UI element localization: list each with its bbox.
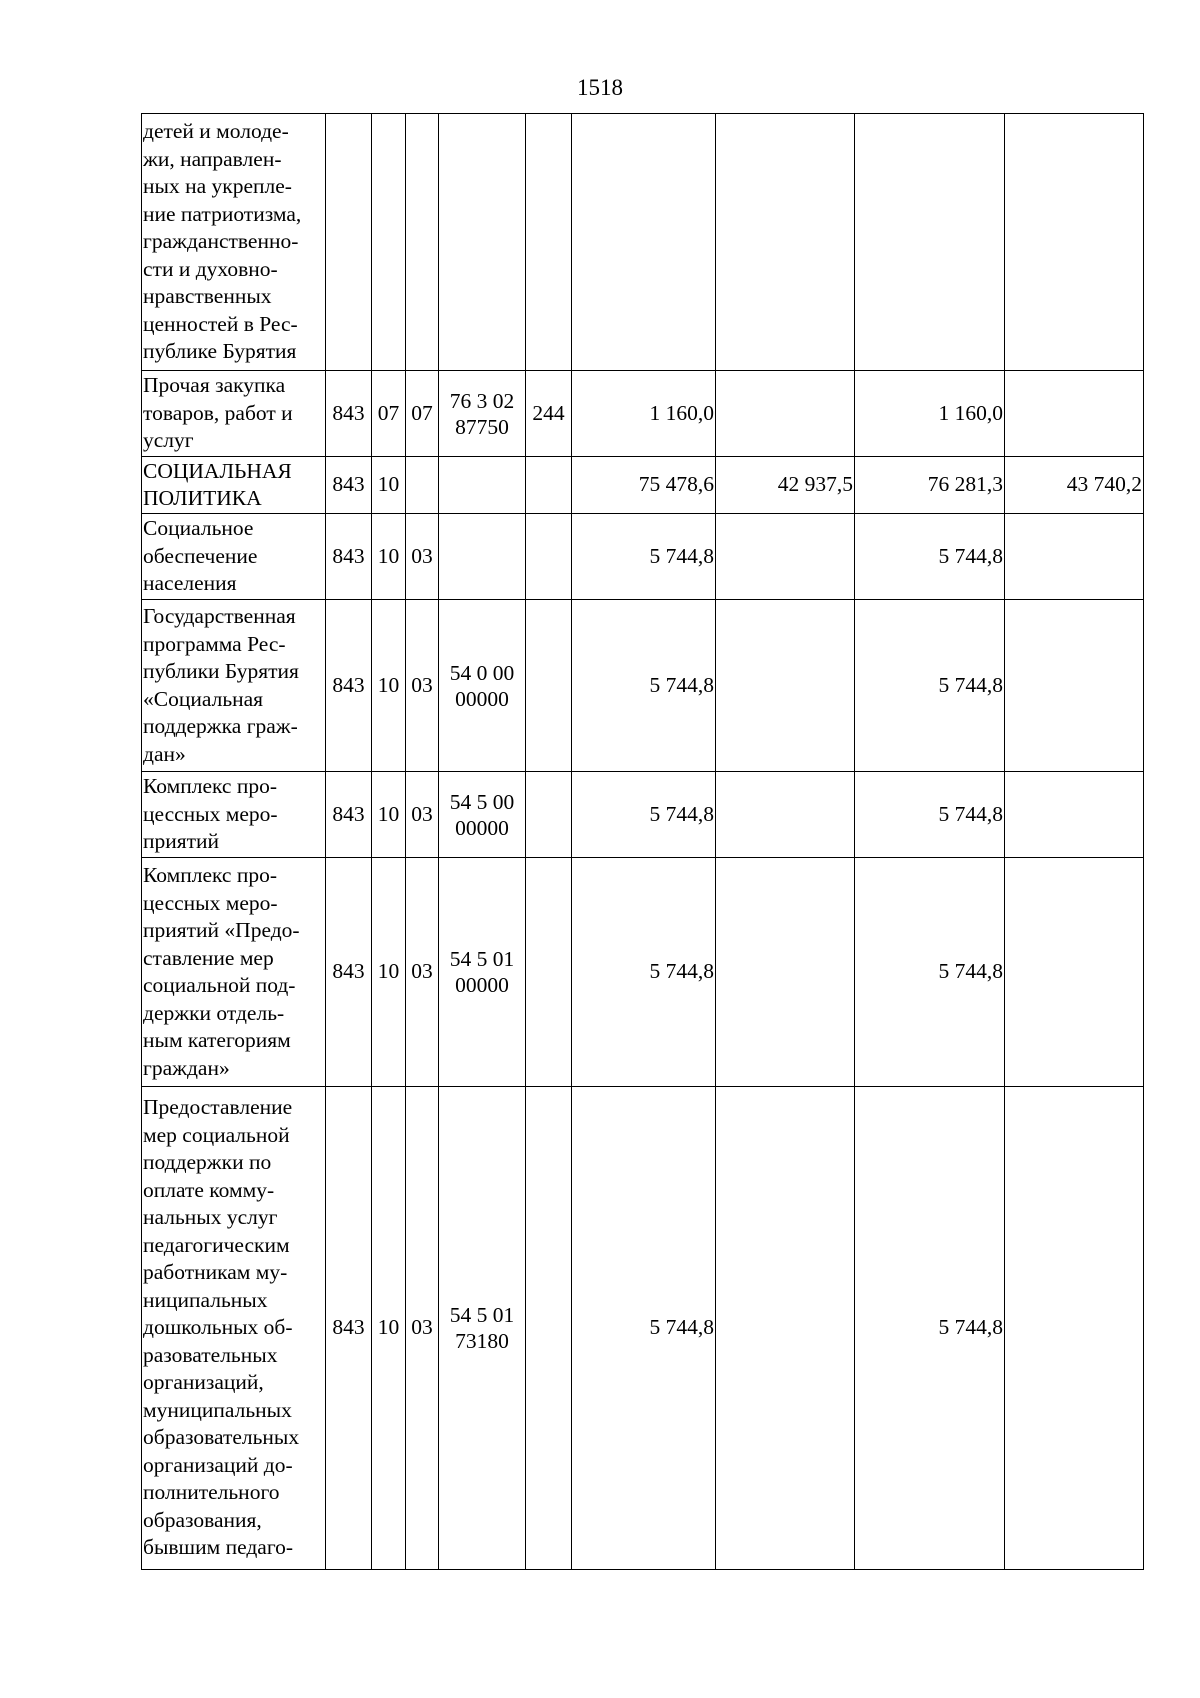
row-amount-year2-subvention: 43 740,2: [1005, 457, 1144, 514]
row-target-article: [439, 114, 526, 371]
row-name: Комплекс про- цессных меро- приятий: [142, 772, 326, 858]
row-section-code: 10: [372, 600, 406, 772]
row-grbs-code: [326, 114, 372, 371]
row-name: Государственная программа Рес- публики Бурятия «Социальная поддержка граж- дан»: [142, 600, 326, 772]
row-target-article: [439, 457, 526, 514]
row-grbs-code: 843: [326, 514, 372, 600]
row-target-article: [439, 514, 526, 600]
row-amount-year2: 5 744,8: [855, 600, 1005, 772]
row-expense-type: [526, 514, 572, 600]
row-amount-year1: 5 744,8: [572, 600, 716, 772]
row-name: Комплекс про- цессных меро- приятий «Предо- ставление мер социальной под- держки отдель- ным категориям граждан»: [142, 858, 326, 1087]
row-name: Социальное обеспечение населения: [142, 514, 326, 600]
row-amount-year2: 76 281,3: [855, 457, 1005, 514]
row-section-code: 10: [372, 1087, 406, 1570]
row-amount-year2-subvention: [1005, 514, 1144, 600]
row-amount-year1-subvention: [716, 772, 855, 858]
table-body: [142, 114, 1144, 1570]
row-amount-year1-subvention: [716, 600, 855, 772]
row-amount-year2-subvention: [1005, 1087, 1144, 1570]
row-expense-type: [526, 457, 572, 514]
table-row: [142, 514, 1144, 600]
row-subsection-code: 03: [406, 600, 439, 772]
row-amount-year1: 5 744,8: [572, 772, 716, 858]
row-amount-year2-subvention: [1005, 858, 1144, 1087]
row-amount-year1-subvention: [716, 858, 855, 1087]
row-name: Прочая закупка товаров, работ и услуг: [142, 371, 326, 457]
row-amount-year1: 1 160,0: [572, 371, 716, 457]
row-amount-year1: [572, 114, 716, 371]
row-subsection-code: 03: [406, 858, 439, 1087]
row-amount-year2: 5 744,8: [855, 772, 1005, 858]
row-grbs-code: 843: [326, 600, 372, 772]
row-expense-type: [526, 772, 572, 858]
table-row: [142, 1087, 1144, 1570]
table-row: [142, 457, 1144, 514]
row-target-article: 76 3 02 87750: [439, 371, 526, 457]
row-expense-type: [526, 114, 572, 371]
row-amount-year1-subvention: [716, 1087, 855, 1570]
row-expense-type: [526, 858, 572, 1087]
row-amount-year2-subvention: [1005, 772, 1144, 858]
row-subsection-code: [406, 114, 439, 371]
row-amount-year2-subvention: [1005, 114, 1144, 371]
page-number: 1518: [577, 75, 623, 100]
row-subsection-code: 03: [406, 772, 439, 858]
row-target-article: 54 0 00 00000: [439, 600, 526, 772]
row-amount-year1-subvention: [716, 371, 855, 457]
row-grbs-code: 843: [326, 772, 372, 858]
table-row: [142, 371, 1144, 457]
row-amount-year1: 5 744,8: [572, 1087, 716, 1570]
row-target-article: 54 5 01 73180: [439, 1087, 526, 1570]
row-name: Предоставление мер социальной поддержки по оплате комму- нальных услуг педагогическим работникам му- ниципальных дошкольных об- разовательных организаций, муниципальных образовательных организаций до- полнительного образования, бывшим педаго-: [142, 1087, 326, 1570]
row-expense-type: 244: [526, 371, 572, 457]
row-amount-year2: 5 744,8: [855, 1087, 1005, 1570]
row-target-article: 54 5 00 00000: [439, 772, 526, 858]
row-grbs-code: 843: [326, 1087, 372, 1570]
row-amount-year2-subvention: [1005, 371, 1144, 457]
row-amount-year2: 5 744,8: [855, 514, 1005, 600]
row-subsection-code: 03: [406, 514, 439, 600]
row-grbs-code: 843: [326, 371, 372, 457]
row-amount-year1: 5 744,8: [572, 858, 716, 1087]
budget-table: [141, 113, 1144, 1570]
table-row: [142, 114, 1144, 371]
row-section-code: 07: [372, 371, 406, 457]
row-expense-type: [526, 600, 572, 772]
row-amount-year1-subvention: [716, 514, 855, 600]
row-subsection-code: 07: [406, 371, 439, 457]
row-section-code: 10: [372, 514, 406, 600]
table-row: [142, 600, 1144, 772]
row-amount-year2: 1 160,0: [855, 371, 1005, 457]
row-amount-year2-subvention: [1005, 600, 1144, 772]
row-name: СОЦИАЛЬНАЯ ПОЛИТИКА: [142, 457, 326, 514]
row-amount-year1: 75 478,6: [572, 457, 716, 514]
row-amount-year1: 5 744,8: [572, 514, 716, 600]
row-section-code: 10: [372, 457, 406, 514]
row-expense-type: [526, 1087, 572, 1570]
row-section-code: 10: [372, 858, 406, 1087]
row-amount-year1-subvention: 42 937,5: [716, 457, 855, 514]
row-grbs-code: 843: [326, 858, 372, 1087]
row-amount-year1-subvention: [716, 114, 855, 371]
row-amount-year2: 5 744,8: [855, 858, 1005, 1087]
row-section-code: [372, 114, 406, 371]
row-subsection-code: [406, 457, 439, 514]
row-grbs-code: 843: [326, 457, 372, 514]
row-subsection-code: 03: [406, 1087, 439, 1570]
table-row: [142, 772, 1144, 858]
row-section-code: 10: [372, 772, 406, 858]
row-amount-year2: [855, 114, 1005, 371]
row-name: детей и молоде- жи, направлен- ных на укрепле- ние патриотизма, гражданственно- сти и духовно- нравственных ценностей в Рес- публике Бурятия: [142, 114, 326, 371]
table-row: [142, 858, 1144, 1087]
row-target-article: 54 5 01 00000: [439, 858, 526, 1087]
